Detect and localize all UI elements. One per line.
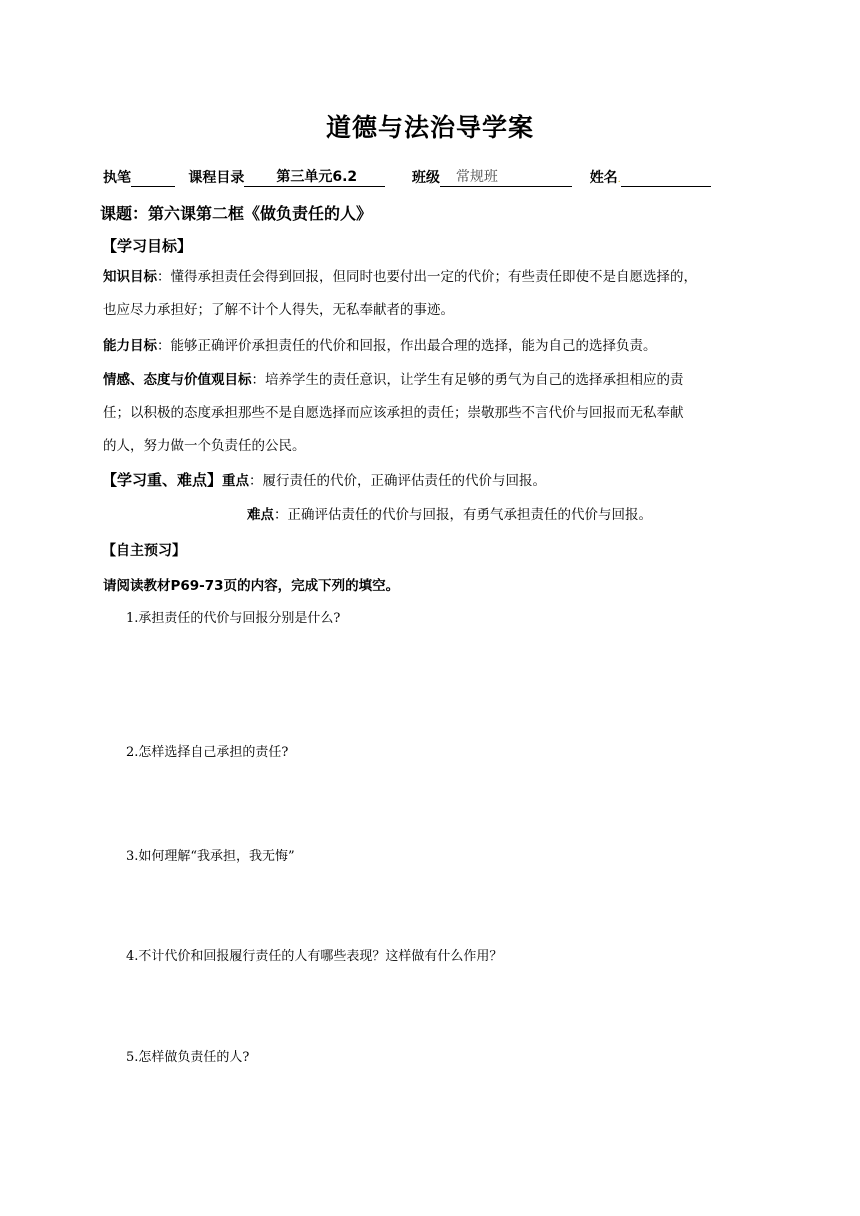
question-1: 1.承担责任的代价与回报分别是什么? xyxy=(126,611,341,626)
hard-text: ：正确评估责任的代价与回报，有勇气承担责任的代价与回报。 xyxy=(274,507,652,523)
name-label: 姓名 xyxy=(589,170,618,186)
name-blank[interactable] xyxy=(621,172,711,187)
class-label: 班级 xyxy=(411,170,440,186)
emotion-goal xyxy=(103,370,684,390)
writer-label: 执笔 xyxy=(103,170,131,186)
writer-blank[interactable] xyxy=(131,172,175,187)
question-2: 2.怎样选择自己承担的责任? xyxy=(126,745,289,760)
key-text: ：履行责任的代价，正确评估责任的代价与回报。 xyxy=(249,473,547,489)
catalog-label: 课程目录 xyxy=(188,170,245,186)
question-4: 4.不计代价和回报履行责任的人有哪些表现？这样做有什么作用？ xyxy=(126,949,503,964)
key-points xyxy=(102,470,546,491)
emotion-text-2: 任；以积极的态度承担那些不是自愿选择而应该承担的责任；崇敬那些不言代价与回报而无私奉献 xyxy=(103,405,684,421)
question-3: 3.如何理解“我承担，我无悔” xyxy=(126,849,295,864)
knowledge-label: 知识目标 xyxy=(103,269,157,285)
preview-heading: 【自主预习】 xyxy=(102,543,186,559)
header-info-line: 执笔 课程目录 第三单元6.2 班级 常规班 姓名. xyxy=(103,166,711,187)
document-title: 道德与法治导学案 xyxy=(325,113,534,142)
knowledge-text-1: ：懂得承担责任会得到回报，但同时也要付出一定的代价；有些责任即使不是自愿选择的， xyxy=(157,269,697,285)
hard-points xyxy=(247,505,652,525)
key-label: 重点 xyxy=(222,473,250,489)
catalog-value: 第三单元6.2 xyxy=(244,166,385,187)
goals-heading: 【学习目标】 xyxy=(102,237,193,255)
lesson-title: 课题：第六课第二框《做负责任的人》 xyxy=(100,204,373,223)
knowledge-goal xyxy=(103,267,697,287)
ability-goal xyxy=(103,336,657,356)
ability-label: 能力目标 xyxy=(103,338,157,354)
emotion-text-1: ：培养学生的责任意识，让学生有足够的勇气为自己的选择承担相应的责 xyxy=(251,372,684,388)
emotion-text-3: 的人，努力做一个负责任的公民。 xyxy=(103,438,306,454)
class-value: 常规班 xyxy=(440,166,572,187)
key-heading: 【学习重、难点】 xyxy=(102,471,223,489)
hard-label: 难点 xyxy=(247,507,274,523)
knowledge-text-2: 也应尽力承担好；了解不计个人得失，无私奉献者的事迹。 xyxy=(103,302,454,318)
question-5: 5.怎样做负责任的人? xyxy=(126,1050,250,1065)
preview-instruction: 请阅读教材P69-73页的内容，完成下列的填空。 xyxy=(103,578,400,594)
ability-text: ：能够正确评价承担责任的代价和回报，作出最合理的选择，能为自己的选择负责。 xyxy=(157,338,657,354)
emotion-label: 情感、态度与价值观目标 xyxy=(103,372,252,388)
